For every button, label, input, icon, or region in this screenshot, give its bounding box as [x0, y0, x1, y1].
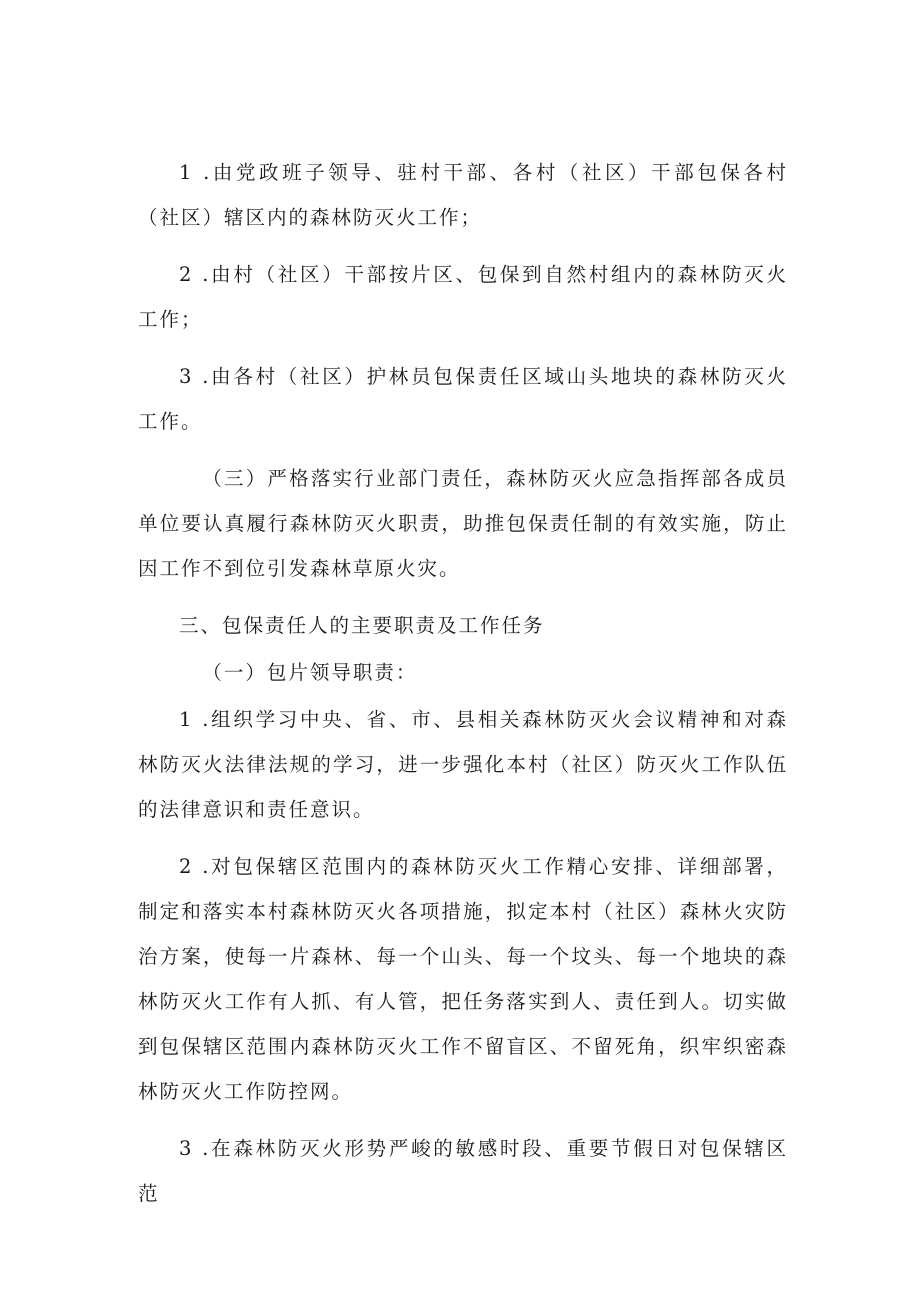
- paragraph-item-1: 1 .由党政班子领导、驻村干部、各村（社区）干部包保各村（社区）辖区内的森林防灭火工作；: [138, 161, 788, 229]
- duty-item-3: 3 .在森林防灭火形势严峻的敏感时段、重要节假日对包保辖区范: [138, 1137, 788, 1205]
- paragraph-item-3: 3 .由各村（社区）护林员包保责任区域山头地块的森林防灭火工作。: [138, 365, 788, 433]
- section-heading-duties: 三、包保责任人的主要职责及工作任务: [178, 614, 545, 637]
- paragraph-item-2: 2 .由村（社区）干部按片区、包保到自然村组内的森林防灭火工作；: [138, 263, 788, 331]
- subheading-area-leader-duties: （一）包片领导职责：: [202, 661, 418, 684]
- duty-item-2: 2 .对包保辖区范围内的森林防灭火工作精心安排、详细部署，制定和落实本村森林防灭火各项措施，拟定本村（社区）森林火灾防治方案，使每一片森林、每一个山头、每一个坟头、每一个地块的森林防灭火工作有人抓、有人管，把任务落实到人、责任到人。切实做到包保辖区范围内森林防灭火工作不留盲区、不留死角，织牢织密森林防灭火工作防控网。: [138, 855, 788, 1103]
- document-body: [138, 150, 788, 1228]
- paragraph-section-3: （三）严格落实行业部门责任，森林防灭火应急指挥部各成员单位要认真履行森林防灭火职责，助推包保责任制的有效实施，防止因工作不到位引发森林草原火灾。: [138, 467, 788, 580]
- duty-item-1: 1 .组织学习中央、省、市、县相关森林防灭火会议精神和对森林防灭火法律法规的学习，进一步强化本村（社区）防灭火工作队伍的法律意识和责任意识。: [138, 708, 788, 821]
